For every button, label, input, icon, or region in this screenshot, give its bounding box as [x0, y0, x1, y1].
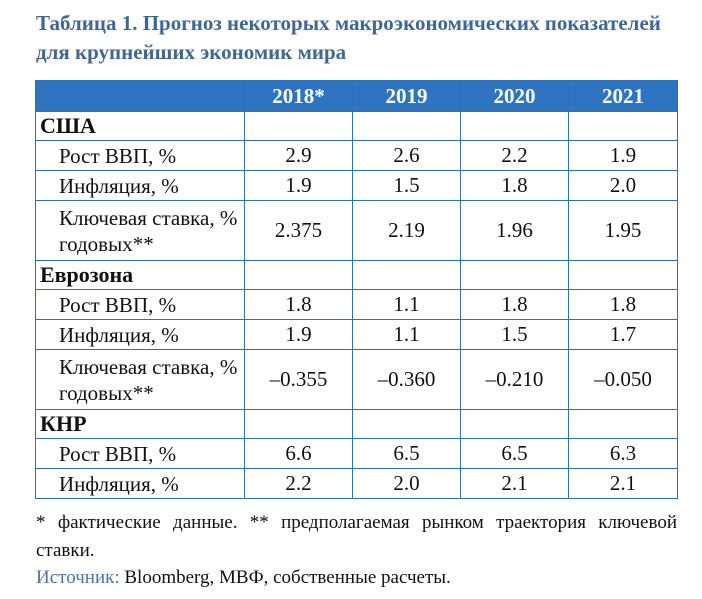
empty-cell	[353, 112, 461, 141]
empty-cell	[461, 112, 569, 141]
value-cell: 1.9	[569, 141, 678, 171]
table-row	[36, 201, 678, 261]
source-text: Bloomberg, МВФ, собственные расчеты.	[119, 567, 451, 588]
table-row	[36, 290, 678, 320]
value-cell: 1.1	[353, 320, 461, 350]
row-label: Рост ВВП, %	[36, 290, 245, 320]
section-label: КНР	[36, 410, 245, 439]
value-cell: –0.210	[461, 350, 569, 410]
empty-cell	[569, 261, 678, 290]
section-label: США	[36, 112, 245, 141]
value-cell: 1.5	[353, 171, 461, 201]
value-cell: 1.8	[461, 290, 569, 320]
table-row	[36, 439, 678, 469]
section-label: Еврозона	[36, 261, 245, 290]
value-cell: 1.8	[569, 290, 678, 320]
value-cell: 2.0	[569, 171, 678, 201]
value-cell: 1.8	[245, 290, 353, 320]
table-footnote: * фактические данные. ** предполагаемая рынком траектория ключевой ставки.	[36, 512, 677, 561]
value-cell: 2.2	[245, 469, 353, 499]
table-row	[36, 469, 678, 499]
value-cell: 1.7	[569, 320, 678, 350]
section-row-china	[36, 410, 678, 439]
value-cell: 1.5	[461, 320, 569, 350]
empty-cell	[245, 410, 353, 439]
source-line	[36, 566, 451, 590]
value-cell: 1.95	[569, 201, 678, 261]
value-cell: 2.6	[353, 141, 461, 171]
value-cell: –0.050	[569, 350, 678, 410]
row-label: Рост ВВП, %	[36, 141, 245, 171]
row-label: Рост ВВП, %	[36, 439, 245, 469]
value-cell: 1.1	[353, 290, 461, 320]
empty-cell	[461, 261, 569, 290]
header-year-2018: 2018*	[245, 81, 353, 112]
row-label: Инфляция, %	[36, 469, 245, 499]
table-row	[36, 171, 678, 201]
header-corner-cell	[36, 81, 245, 112]
header-year-2020: 2020	[461, 81, 569, 112]
header-year-2019: 2019	[353, 81, 461, 112]
value-cell: 2.1	[569, 469, 678, 499]
empty-cell	[461, 410, 569, 439]
row-label: Инфляция, %	[36, 320, 245, 350]
value-cell: 2.9	[245, 141, 353, 171]
table-title: Таблица 1. Прогноз некоторых макроэкономических показателей для крупнейших экономик мира	[36, 11, 661, 64]
table-row	[36, 350, 678, 410]
value-cell: 6.6	[245, 439, 353, 469]
value-cell: 2.0	[353, 469, 461, 499]
empty-cell	[569, 410, 678, 439]
source-label: Источник:	[36, 567, 120, 588]
value-cell: 6.3	[569, 439, 678, 469]
row-label: Ключевая ставка, % годовых**	[36, 350, 245, 410]
table-row	[36, 141, 678, 171]
section-row-usa	[36, 112, 678, 141]
value-cell: 1.96	[461, 201, 569, 261]
empty-cell	[353, 261, 461, 290]
table-row	[36, 320, 678, 350]
value-cell: 2.2	[461, 141, 569, 171]
value-cell: 1.8	[461, 171, 569, 201]
value-cell: 2.19	[353, 201, 461, 261]
header-year-2021: 2021	[569, 81, 678, 112]
value-cell: 2.1	[461, 469, 569, 499]
empty-cell	[353, 410, 461, 439]
value-cell: 6.5	[461, 439, 569, 469]
section-row-eurozone	[36, 261, 678, 290]
value-cell: –0.360	[353, 350, 461, 410]
empty-cell	[245, 112, 353, 141]
macro-forecast-table	[35, 80, 678, 499]
empty-cell	[569, 112, 678, 141]
row-label: Ключевая ставка, % годовых**	[36, 201, 245, 261]
header-row	[36, 81, 678, 112]
value-cell: 6.5	[353, 439, 461, 469]
value-cell: 2.375	[245, 201, 353, 261]
empty-cell	[245, 261, 353, 290]
row-label: Инфляция, %	[36, 171, 245, 201]
value-cell: –0.355	[245, 350, 353, 410]
value-cell: 1.9	[245, 171, 353, 201]
value-cell: 1.9	[245, 320, 353, 350]
